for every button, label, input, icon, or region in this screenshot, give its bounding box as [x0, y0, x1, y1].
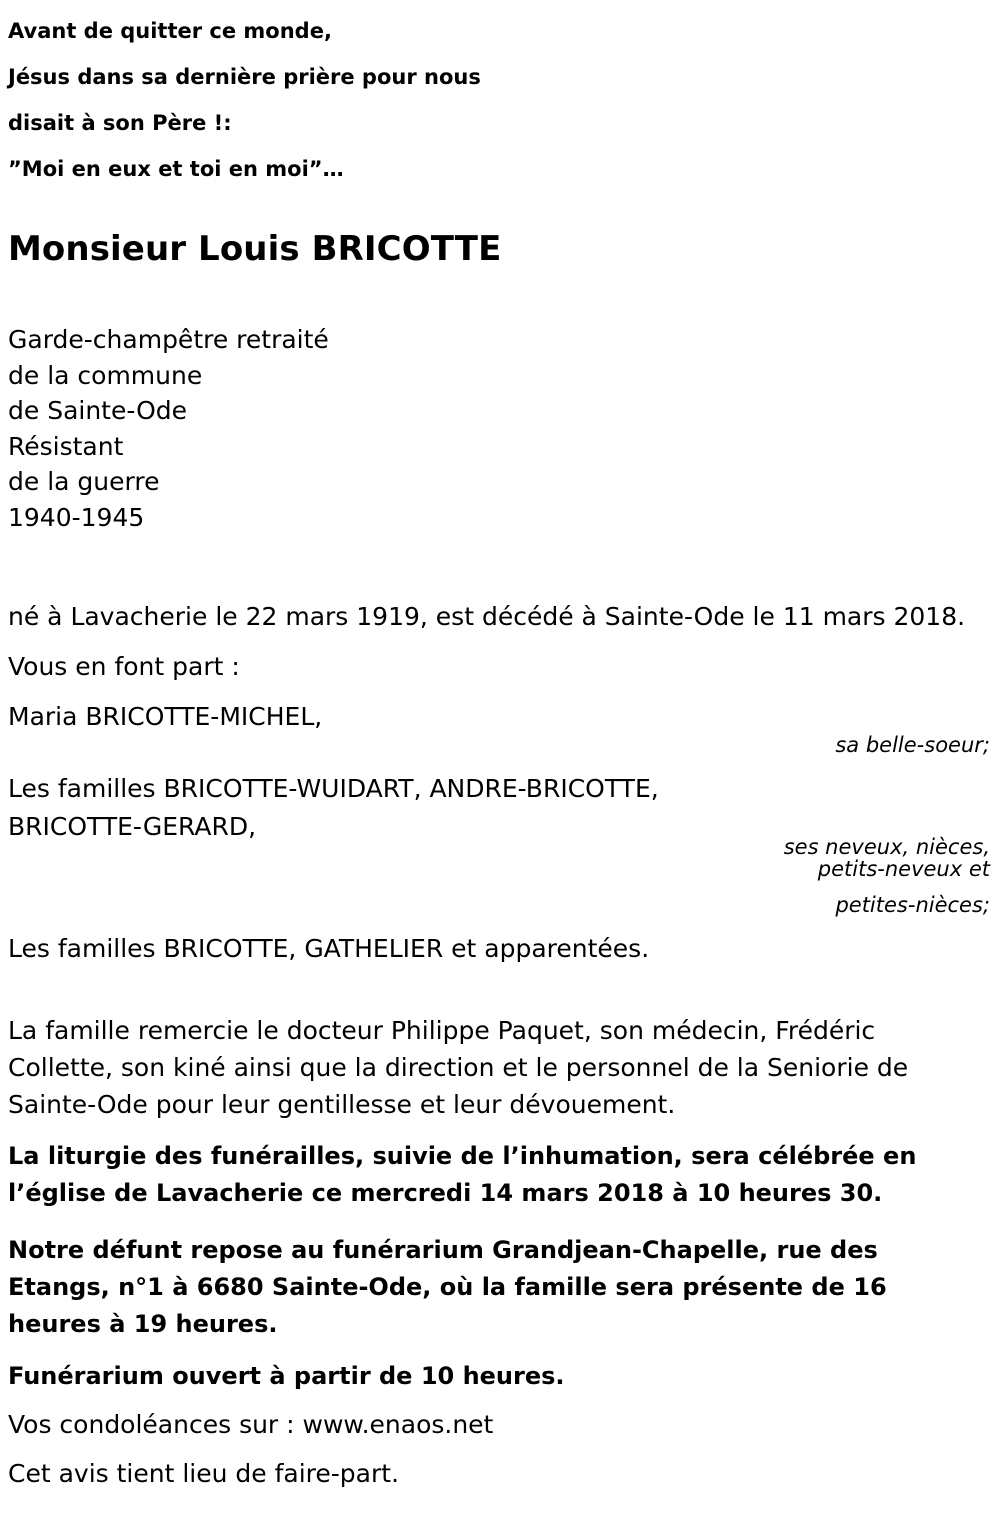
- funerarium-line-1: Notre défunt repose au funérarium Grandjean-Chapelle, rue des: [8, 1236, 878, 1264]
- liturgy-line-2: l’église de Lavacherie ce mercredi 14 mars 2018 à 10 heures 30.: [8, 1179, 883, 1207]
- announcement-intro: Vous en font part :: [8, 652, 240, 681]
- deceased-name: Monsieur Louis BRICOTTE: [8, 229, 502, 269]
- survivor-name-1: Maria BRICOTTE-MICHEL,: [8, 702, 323, 731]
- funerarium-line-2: Etangs, n°1 à 6680 Sainte-Ode, où la famille sera présente de 16: [8, 1273, 887, 1301]
- thanks-line-3: Sainte-Ode pour leur gentillesse et leur dévouement.: [8, 1090, 676, 1119]
- survivor-relation-2-line-2: petits-neveux et: [817, 857, 990, 881]
- verse-line-4: ”Moi en eux et toi en moi”…: [8, 157, 344, 181]
- survivor-name-2: Les familles BRICOTTE-WUIDART, ANDRE-BRICOTTE,: [8, 774, 659, 803]
- survivor-relation-2-line-1: ses neveux, nièces,: [783, 835, 990, 859]
- condolences-text[interactable]: Vos condoléances sur : www.enaos.net: [8, 1410, 494, 1439]
- survivor-name-3: Les familles BRICOTTE, GATHELIER et apparentées.: [8, 934, 650, 963]
- opening-verse: [8, 8, 708, 192]
- verse-line-1: Avant de quitter ce monde,: [8, 19, 332, 43]
- thanks-line-2: Collette, son kiné ainsi que la direction et le personnel de la Seniorie de: [8, 1053, 909, 1082]
- notice-line: [8, 1457, 808, 1491]
- thanks-paragraph: [8, 1012, 983, 1123]
- funerarium-opening-line: Funérarium ouvert à partir de 10 heures.: [8, 1362, 565, 1390]
- role-line-3: de Sainte-Ode: [8, 396, 188, 425]
- role-line-1: Garde-champêtre retraité: [8, 325, 329, 354]
- notice-text: Cet avis tient lieu de faire-part.: [8, 1459, 400, 1488]
- verse-line-2: Jésus dans sa dernière prière pour nous: [8, 65, 481, 89]
- condolences-line: [8, 1408, 808, 1442]
- survivor-relation-1: sa belle-soeur;: [835, 733, 990, 757]
- survivor-relation-2-line-3: petites-nièces;: [835, 893, 990, 917]
- role-line-5: de la guerre: [8, 467, 160, 496]
- survivor-name-2-cont: BRICOTTE-GERARD,: [8, 812, 257, 841]
- thanks-line-1: La famille remercie le docteur Philippe Paquet, son médecin, Frédéric: [8, 1016, 876, 1045]
- funerarium-line-3: heures à 19 heures.: [8, 1310, 278, 1338]
- role-line-2: de la commune: [8, 360, 203, 390]
- funerarium-details: [8, 1232, 983, 1343]
- liturgy-line-1: La liturgie des funérailles, suivie de l’inhumation, sera célébrée en: [8, 1142, 917, 1170]
- role-line-4: Résistant: [8, 431, 124, 461]
- liturgy-details: [8, 1138, 983, 1212]
- verse-line-3: disait à son Père !:: [8, 111, 232, 135]
- birth-death-line: né à Lavacherie le 22 mars 1919, est décédé à Sainte-Ode le 11 mars 2018.: [8, 602, 966, 631]
- role-line-6: 1940-1945: [8, 502, 145, 532]
- funerarium-opening-hours: [8, 1358, 983, 1395]
- deceased-roles: [8, 322, 528, 535]
